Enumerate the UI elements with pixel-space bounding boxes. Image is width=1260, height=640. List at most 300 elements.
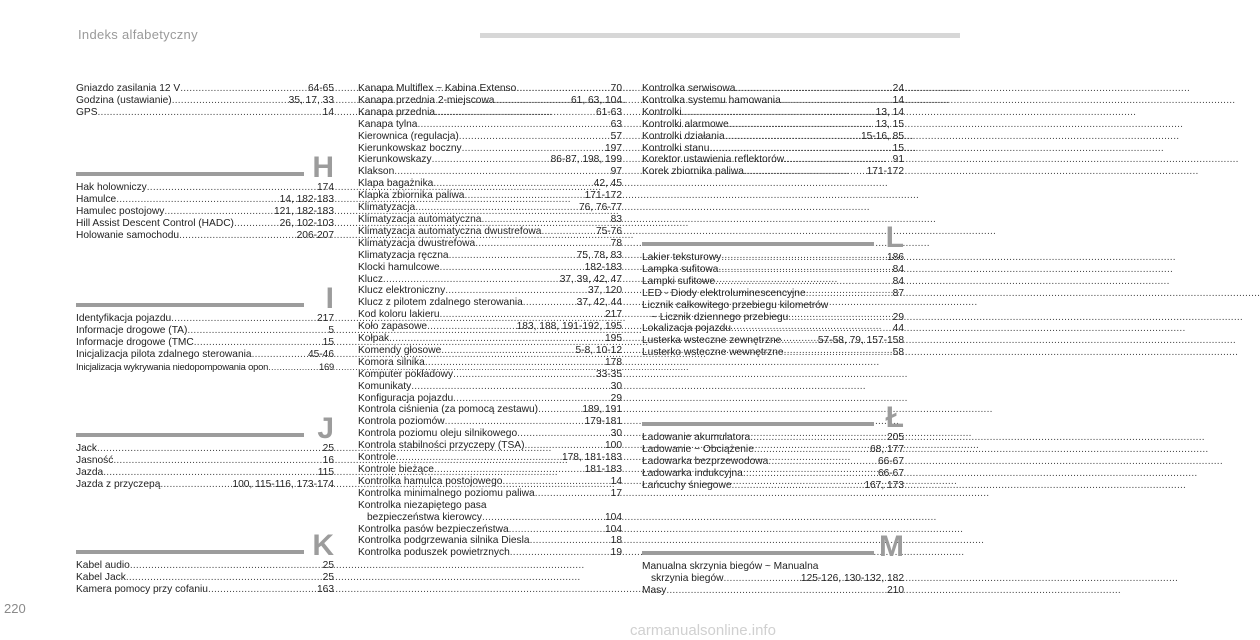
dot-leader bbox=[530, 535, 611, 547]
entry-pages: 13, 15 bbox=[875, 118, 904, 130]
header-title: Indeks alfabetyczny bbox=[78, 27, 198, 42]
index-entry bbox=[358, 524, 622, 536]
index-entry bbox=[358, 428, 622, 440]
dot-leader bbox=[510, 547, 611, 559]
entry-pages: 25 bbox=[322, 560, 334, 571]
entry-pages: 86-87, 198, 199 bbox=[550, 154, 622, 166]
index-entry-label: Kontrolka niezapiętego pasa bbox=[358, 499, 487, 511]
entry-pages: 66-67 bbox=[877, 455, 904, 467]
dot-leader bbox=[523, 297, 577, 309]
index-entry bbox=[358, 166, 622, 178]
entry-term: Kabel Jack bbox=[76, 571, 126, 583]
entry-pages: 30 bbox=[610, 380, 622, 392]
index-entry bbox=[642, 264, 904, 276]
entry-pages: 64-65 bbox=[307, 83, 334, 94]
entry-pages: 163 bbox=[317, 583, 334, 595]
section-divider bbox=[642, 422, 874, 426]
index-entry bbox=[358, 262, 622, 274]
entry-term: Klimatyzacja ręczna bbox=[358, 249, 449, 261]
entry-term: Hak holowniczy bbox=[76, 182, 147, 193]
section-l-stroke bbox=[642, 402, 904, 492]
index-entry bbox=[76, 95, 334, 107]
dot-leader bbox=[682, 107, 876, 119]
entry-pages: 63 bbox=[610, 118, 622, 130]
index-entry bbox=[76, 325, 334, 337]
index-entry bbox=[358, 131, 622, 143]
entry-term: Jazda z przyczepą bbox=[76, 478, 161, 490]
dot-leader bbox=[768, 456, 878, 468]
index-entry bbox=[358, 297, 622, 309]
entry-term: Kontrolki działania bbox=[642, 130, 725, 142]
entry-pages: 91 bbox=[892, 154, 904, 166]
entry-pages: 87 bbox=[892, 287, 904, 299]
index-entry bbox=[76, 584, 334, 596]
entry-pages: 84 bbox=[892, 275, 904, 287]
dot-leader bbox=[180, 83, 308, 95]
dot-leader bbox=[445, 416, 585, 428]
entry-pages: 19 bbox=[610, 547, 622, 559]
entry-pages: 68, 177 bbox=[870, 443, 904, 455]
entry-pages: 45-46 bbox=[307, 348, 334, 360]
index-entry bbox=[358, 119, 622, 131]
entry-pages: 29 bbox=[610, 392, 622, 404]
entry-term: Kanapa przednia bbox=[358, 106, 436, 118]
entry-pages: 37, 42, 44 bbox=[576, 297, 622, 309]
index-entry bbox=[76, 361, 334, 373]
entry-term: Korek zbiornika paliwa bbox=[642, 166, 744, 178]
dot-leader bbox=[731, 480, 864, 492]
dot-leader bbox=[516, 83, 610, 95]
section-divider bbox=[76, 303, 304, 307]
dot-leader bbox=[126, 572, 323, 584]
entry-term: Łańcuchy śniegowe bbox=[642, 479, 732, 491]
entry-pages: 186 bbox=[887, 252, 904, 263]
header-bar bbox=[480, 33, 960, 38]
section-k bbox=[76, 530, 334, 596]
entry-term: Kontrola ciśnienia (za pomocą zestawu) bbox=[358, 404, 539, 416]
index-entry bbox=[642, 276, 904, 288]
index-entry bbox=[358, 488, 622, 500]
index-entry bbox=[76, 107, 334, 119]
index-entry: ~ Licznik dziennego przebiegu ..... 29 bbox=[642, 312, 904, 324]
dot-leader bbox=[709, 143, 892, 155]
entry-term: Hill Assist Descent Control (HADC) bbox=[76, 217, 234, 229]
entry-term: Klucz bbox=[358, 273, 383, 285]
index-entry bbox=[358, 285, 622, 297]
entry-term: Holowanie samochodu bbox=[76, 229, 180, 241]
index-entry bbox=[642, 252, 904, 264]
entry-term: Informacje drogowe (TA) bbox=[76, 324, 188, 336]
index-entry bbox=[358, 357, 622, 369]
entry-term: Jack bbox=[76, 443, 97, 454]
index-entry bbox=[358, 547, 622, 559]
dot-leader bbox=[433, 178, 593, 190]
entry-term: Korektor ustawienia reflektorów bbox=[642, 154, 785, 166]
entry-term: Ładowarka bezprzewodowa bbox=[642, 455, 769, 467]
entry-term: Lampki sufitowe bbox=[642, 275, 716, 287]
index-entry-label: Manualna skrzynia biegów ~ Manualna bbox=[642, 561, 819, 572]
index-entry bbox=[358, 309, 622, 321]
index-entry bbox=[358, 202, 622, 214]
index-entry bbox=[76, 560, 334, 572]
dot-leader bbox=[494, 95, 571, 107]
entry-pages: 15-16, 85 bbox=[860, 130, 904, 142]
entry-term: Jazda bbox=[76, 466, 104, 478]
entry-term: Kontrole bieżące bbox=[358, 464, 434, 475]
dot-leader bbox=[535, 488, 611, 500]
index-entry: skrzynia biegów ..... 125-126, 130-132, 182 bbox=[642, 573, 904, 585]
dot-leader bbox=[208, 584, 317, 596]
dot-leader bbox=[396, 452, 562, 464]
section-letter: K bbox=[312, 529, 334, 562]
entry-term: Ładowanie akumulatora bbox=[642, 432, 751, 443]
entry-term: Lampka sufitowa bbox=[642, 263, 719, 275]
entry-pages: 76, 76-77 bbox=[578, 202, 622, 214]
dot-leader bbox=[754, 444, 870, 456]
index-entry bbox=[358, 464, 622, 476]
entry-term: Lakier teksturowy bbox=[642, 252, 722, 263]
entry-pages: 5-8, 10-12 bbox=[575, 344, 622, 356]
index-entry bbox=[358, 321, 622, 333]
entry-pages: 171-172 bbox=[584, 190, 622, 202]
entry-pages: 97 bbox=[610, 166, 622, 178]
index-entry bbox=[358, 416, 622, 428]
entry-term: Komunikaty bbox=[358, 380, 412, 392]
entry-pages: 61, 63, 104 bbox=[571, 94, 622, 106]
entry-term: Koło zapasowe bbox=[358, 321, 428, 333]
dot-leader bbox=[750, 432, 887, 444]
dot-leader bbox=[434, 464, 585, 476]
entry-pages: 42, 45 bbox=[593, 178, 622, 190]
entry-term: Klimatyzacja bbox=[358, 202, 416, 214]
dot-leader bbox=[252, 349, 308, 361]
entry-pages: 35, 17, 33 bbox=[288, 94, 334, 106]
entry-pages: 206-207 bbox=[296, 229, 334, 241]
entry-pages: 24 bbox=[892, 83, 904, 94]
dot-leader bbox=[427, 321, 517, 333]
section-j bbox=[76, 413, 334, 491]
entry-term: Kontrola poziomów bbox=[358, 416, 445, 428]
index-entry bbox=[642, 335, 904, 347]
entry-pages: 183, 188, 191-192, 195 bbox=[516, 321, 622, 333]
watermark: carmanualsonline.info bbox=[630, 622, 776, 639]
dot-leader bbox=[731, 323, 893, 335]
index-entry bbox=[76, 337, 334, 349]
dot-leader bbox=[462, 143, 605, 155]
dot-leader bbox=[425, 357, 605, 369]
index-entry bbox=[76, 479, 334, 491]
entry-term: Konfiguracja pojazdu bbox=[358, 392, 454, 404]
entry-pages: 37, 39, 42, 47 bbox=[559, 273, 622, 285]
index-entry bbox=[76, 443, 334, 455]
index-entry: bezpieczeństwa kierowcy ..... 104 bbox=[358, 512, 622, 524]
entry-term: Klucz z pilotem zdalnego sterowania bbox=[358, 297, 523, 309]
dot-leader bbox=[715, 276, 893, 288]
entry-pages: 14 bbox=[892, 94, 904, 106]
dot-leader bbox=[113, 455, 322, 467]
entry-pages: 15 bbox=[892, 142, 904, 154]
dot-leader bbox=[735, 83, 892, 95]
entry-pages: 100 bbox=[605, 440, 622, 452]
index-entry bbox=[358, 476, 622, 488]
entry-pages: 61-63 bbox=[595, 106, 622, 118]
entry-pages: 78 bbox=[610, 237, 622, 249]
entry-pages: 18 bbox=[610, 535, 622, 547]
index-entry bbox=[642, 83, 904, 95]
section-letter: M bbox=[879, 530, 904, 563]
dot-leader bbox=[411, 381, 610, 393]
dot-leader bbox=[435, 107, 596, 119]
entry-term: Kontrolka podgrzewania silnika Diesla bbox=[358, 535, 530, 547]
index-entry bbox=[642, 143, 904, 155]
entry-term: Kontrolka systemu hamowania bbox=[642, 94, 781, 106]
index-entry bbox=[358, 178, 622, 190]
entry-pages: 66-67 bbox=[877, 467, 904, 479]
index-entry bbox=[358, 107, 622, 119]
entry-term: Komora silnika bbox=[358, 356, 425, 368]
entry-pages: 217 bbox=[605, 309, 622, 321]
entry-pages: 37, 120 bbox=[588, 285, 622, 297]
entry-term: Kontrolki stanu bbox=[642, 142, 710, 154]
dot-leader bbox=[268, 361, 319, 373]
section-letter: I bbox=[325, 282, 334, 315]
index-entry bbox=[358, 214, 622, 226]
entry-pages: 115 bbox=[317, 466, 334, 478]
entry-term: Komputer pokładowy bbox=[358, 368, 454, 380]
entry-term: Kontrole bbox=[358, 452, 396, 464]
entry-pages: 14, 182-183 bbox=[279, 193, 334, 205]
index-entry bbox=[76, 455, 334, 467]
entry-term: Inicjalizacja pilota zdalnego sterowania bbox=[76, 348, 252, 360]
index-entry bbox=[642, 468, 904, 480]
entry-term: Klapka zbiornika paliwa bbox=[358, 190, 465, 202]
index-entry bbox=[76, 313, 334, 325]
entry-pages: 57-58, 79, 157-158 bbox=[817, 335, 904, 347]
dot-leader bbox=[234, 218, 280, 230]
index-entry bbox=[642, 154, 904, 166]
entry-term: Hamulec postojowy bbox=[76, 205, 165, 217]
dot-leader bbox=[160, 479, 232, 491]
entry-term: Klucz elektroniczny bbox=[358, 285, 446, 297]
entry-pages: 121, 182-183 bbox=[273, 205, 334, 217]
section-i bbox=[76, 283, 334, 373]
section-divider bbox=[76, 433, 304, 437]
section-letter: H bbox=[312, 151, 334, 184]
index-entry bbox=[76, 218, 334, 230]
entry-term: Godzina (ustawianie) bbox=[76, 94, 172, 106]
index-entry bbox=[358, 381, 622, 393]
dot-leader bbox=[725, 131, 861, 143]
index-entry bbox=[642, 131, 904, 143]
entry-term: Inicjalizacja wykrywania niedopompowania opon bbox=[76, 360, 269, 372]
entry-pages: 197 bbox=[605, 142, 622, 154]
index-entry bbox=[358, 154, 622, 166]
entry-term: Kontrolka hamulca postojowego bbox=[358, 475, 503, 487]
dot-leader bbox=[666, 585, 887, 597]
entry-pages: 178, 181-183 bbox=[561, 452, 622, 464]
entry-term: Kontrolka minimalnego poziomu paliwa bbox=[358, 487, 535, 499]
dot-leader bbox=[103, 467, 318, 479]
dot-leader bbox=[459, 131, 611, 143]
section-divider bbox=[76, 172, 304, 176]
dot-leader bbox=[806, 288, 893, 300]
entry-pages: 167, 173 bbox=[864, 479, 904, 491]
entry-term: Masy bbox=[642, 584, 667, 596]
dot-leader bbox=[445, 285, 588, 297]
index-entry bbox=[76, 182, 334, 194]
index-entry bbox=[76, 206, 334, 218]
index-entry bbox=[642, 166, 904, 178]
index-entry bbox=[642, 107, 904, 119]
index-entry bbox=[76, 572, 334, 584]
dot-leader bbox=[130, 560, 323, 572]
entry-pages: 181-183 bbox=[584, 464, 622, 475]
dot-leader bbox=[453, 393, 611, 405]
dot-leader bbox=[744, 166, 867, 178]
dot-leader bbox=[481, 214, 610, 226]
entry-term: Kontrolki bbox=[642, 106, 682, 118]
dot-leader bbox=[453, 369, 596, 381]
dot-leader bbox=[187, 325, 328, 337]
dot-leader bbox=[729, 119, 876, 131]
index-entry bbox=[358, 345, 622, 357]
entry-pages: 70 bbox=[610, 83, 622, 94]
entry-term: Kierunkowskaz boczny bbox=[358, 142, 462, 154]
entry-term: Lokalizacja pojazdu bbox=[642, 323, 731, 335]
dot-leader bbox=[464, 190, 584, 202]
index-entry bbox=[76, 349, 334, 361]
entry-pages: 44 bbox=[892, 323, 904, 335]
entry-pages: 25 bbox=[322, 443, 334, 454]
entry-pages: 14 bbox=[322, 106, 334, 118]
dot-leader bbox=[147, 182, 317, 194]
entry-pages: 171-172 bbox=[866, 166, 904, 178]
section-divider bbox=[642, 242, 874, 246]
index-entry bbox=[358, 333, 622, 345]
entry-term: Kanapa Multiflex ~ Kabina Extenso bbox=[358, 83, 517, 94]
index-entry bbox=[642, 323, 904, 335]
index-entry bbox=[76, 230, 334, 242]
index-entry bbox=[358, 393, 622, 405]
dot-leader bbox=[389, 333, 605, 345]
index-entry bbox=[358, 238, 622, 250]
entry-pages: 189, 191 bbox=[582, 404, 622, 416]
index-entry bbox=[358, 452, 622, 464]
dot-leader bbox=[171, 313, 317, 325]
dot-leader bbox=[541, 226, 595, 238]
entry-term: Kontrolka serwisowa bbox=[642, 83, 736, 94]
index-entry bbox=[642, 119, 904, 131]
entry-term: Gniazdo zasilania 12 V bbox=[76, 83, 181, 94]
index-entry bbox=[358, 95, 622, 107]
k-entries-continued bbox=[642, 83, 904, 178]
index-entry bbox=[358, 226, 622, 238]
g-entries bbox=[76, 83, 334, 119]
dot-leader bbox=[194, 337, 323, 349]
index-entry bbox=[642, 480, 904, 492]
dot-leader bbox=[781, 335, 818, 347]
entry-pages: 100, 115-116, 173-174 bbox=[232, 478, 334, 490]
dot-leader bbox=[383, 274, 560, 286]
entry-pages: 84 bbox=[892, 263, 904, 275]
entry-term: Lusterko wsteczne wewnętrzne bbox=[642, 347, 784, 359]
entry-pages: 217 bbox=[317, 313, 334, 324]
entry-pages: 58 bbox=[892, 347, 904, 359]
entry-pages: 14 bbox=[610, 475, 622, 487]
entry-term: Kamera pomocy przy cofaniu bbox=[76, 583, 208, 595]
index-entry bbox=[358, 535, 622, 547]
entry-term: Kontrolka poduszek powietrznych bbox=[358, 547, 510, 559]
index-entry bbox=[642, 432, 904, 444]
dot-leader bbox=[441, 345, 575, 357]
entry-pages: 5 bbox=[328, 324, 334, 336]
section-l bbox=[642, 222, 904, 359]
entry-pages: 169 bbox=[318, 360, 334, 372]
dot-leader bbox=[538, 404, 582, 416]
dot-leader bbox=[524, 440, 605, 452]
index-entry bbox=[358, 369, 622, 381]
entry-term: Jasność bbox=[76, 454, 114, 466]
entry-term: Kontrola poziomu oleju silnikowego bbox=[358, 428, 518, 440]
index-entry bbox=[358, 274, 622, 286]
entry-term: Klimatyzacja automatyczna bbox=[358, 213, 482, 225]
dot-leader bbox=[394, 166, 610, 178]
entry-pages: 178 bbox=[605, 356, 622, 368]
entry-term: Hamulce bbox=[76, 193, 117, 205]
entry-term: Klocki hamulcowe bbox=[358, 261, 440, 273]
entry-term: Klakson bbox=[358, 166, 395, 178]
entry-term: Informacje drogowe (TMC bbox=[76, 336, 194, 348]
entry-term: Kanapa przednia 2-miejscowa bbox=[358, 94, 495, 106]
index-entry bbox=[642, 288, 904, 300]
dot-leader bbox=[415, 202, 579, 214]
entry-term: LED - Diody elektroluminescencyjne bbox=[642, 287, 806, 299]
entry-pages: 26, 102-103 bbox=[279, 217, 334, 229]
dot-leader bbox=[784, 154, 893, 166]
entry-term: Kabel audio bbox=[76, 560, 130, 571]
index-entry bbox=[76, 467, 334, 479]
dot-leader bbox=[718, 264, 892, 276]
dot-leader bbox=[440, 309, 605, 321]
section-letter: L bbox=[885, 221, 904, 254]
entry-pages: 195 bbox=[605, 333, 622, 345]
entry-term: Kierownica (regulacja) bbox=[358, 130, 459, 142]
index-entry bbox=[76, 194, 334, 206]
entry-term: Identyfikacja pojazdu bbox=[76, 313, 172, 324]
section-m bbox=[642, 531, 904, 597]
index-entry-label: Licznik całkowitego przebiegu kilometrów bbox=[642, 299, 829, 311]
section-letter: J bbox=[317, 412, 334, 445]
dot-leader bbox=[440, 262, 585, 274]
dot-leader bbox=[475, 238, 610, 250]
entry-term: Kanapa tylna bbox=[358, 118, 418, 130]
dot-leader bbox=[98, 107, 323, 119]
dot-leader bbox=[721, 252, 887, 264]
entry-term: Klimatyzacja dwustrefowa bbox=[358, 237, 476, 249]
entry-term: Lusterka wsteczne zewnętrzne bbox=[642, 335, 782, 347]
entry-term: Klapa bagażnika bbox=[358, 178, 434, 190]
dot-leader bbox=[509, 524, 605, 536]
index-entry bbox=[358, 143, 622, 155]
index-entry bbox=[642, 444, 904, 456]
section-divider bbox=[642, 551, 874, 555]
section-divider bbox=[76, 550, 304, 554]
index-entry bbox=[76, 83, 334, 95]
entry-pages: 33-35 bbox=[595, 368, 622, 380]
entry-pages: 30 bbox=[610, 428, 622, 440]
dot-leader bbox=[164, 206, 274, 218]
index-entry bbox=[642, 585, 904, 597]
